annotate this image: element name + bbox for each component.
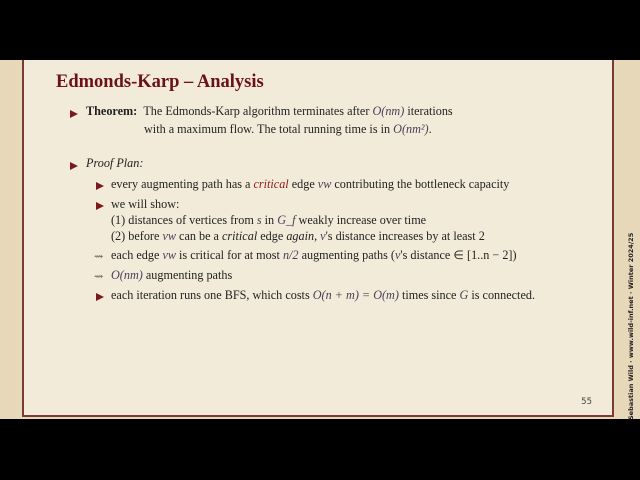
proof-item-we-will-show: we will show:	[111, 197, 180, 211]
proof-subitem-1: (1) distances of vertices from s in G_f weakly increase over time	[111, 213, 427, 227]
slide-title: Edmonds-Karp – Analysis	[56, 72, 264, 92]
bullet-triangle-icon	[96, 202, 104, 210]
proof-item-critical-count: each edge vw is critical for at most n/2 augmenting paths (v's distance ∈ [1..n − 2])	[111, 248, 517, 262]
proof-plan-label: Proof Plan:	[86, 156, 144, 170]
leadsto-arrow-icon: ⇝	[94, 270, 104, 283]
bullet-triangle-icon	[96, 293, 104, 301]
theorem-line-1: Theorem: The Edmonds-Karp algorithm terminates after O(nm) iterations	[86, 104, 453, 118]
proof-item-bfs-cost: each iteration runs one BFS, which costs O(n + m) = O(m) times since G is connected.	[111, 288, 535, 302]
theorem-line-2: with a maximum flow. The total running time is in O(nm²).	[144, 122, 432, 136]
proof-item-critical-edge: every augmenting path has a critical edge vw contributing the bottleneck capacity	[111, 177, 510, 191]
bullet-triangle-icon	[96, 182, 104, 190]
bullet-triangle-icon	[70, 162, 78, 170]
proof-subitem-2: (2) before vw can be a critical edge again, v's distance increases by at least 2	[111, 229, 485, 243]
theorem-label: Theorem:	[86, 104, 138, 118]
bullet-triangle-icon	[70, 110, 78, 118]
slide	[22, 60, 614, 417]
page-number: 55	[581, 397, 592, 407]
leadsto-arrow-icon: ⇝	[94, 250, 104, 263]
proof-item-augmenting-paths: O(nm) augmenting paths	[111, 268, 233, 282]
sidebar-credit: Sebastian Wild · www.wild-inf.net · Winter 2024/25	[627, 232, 635, 420]
